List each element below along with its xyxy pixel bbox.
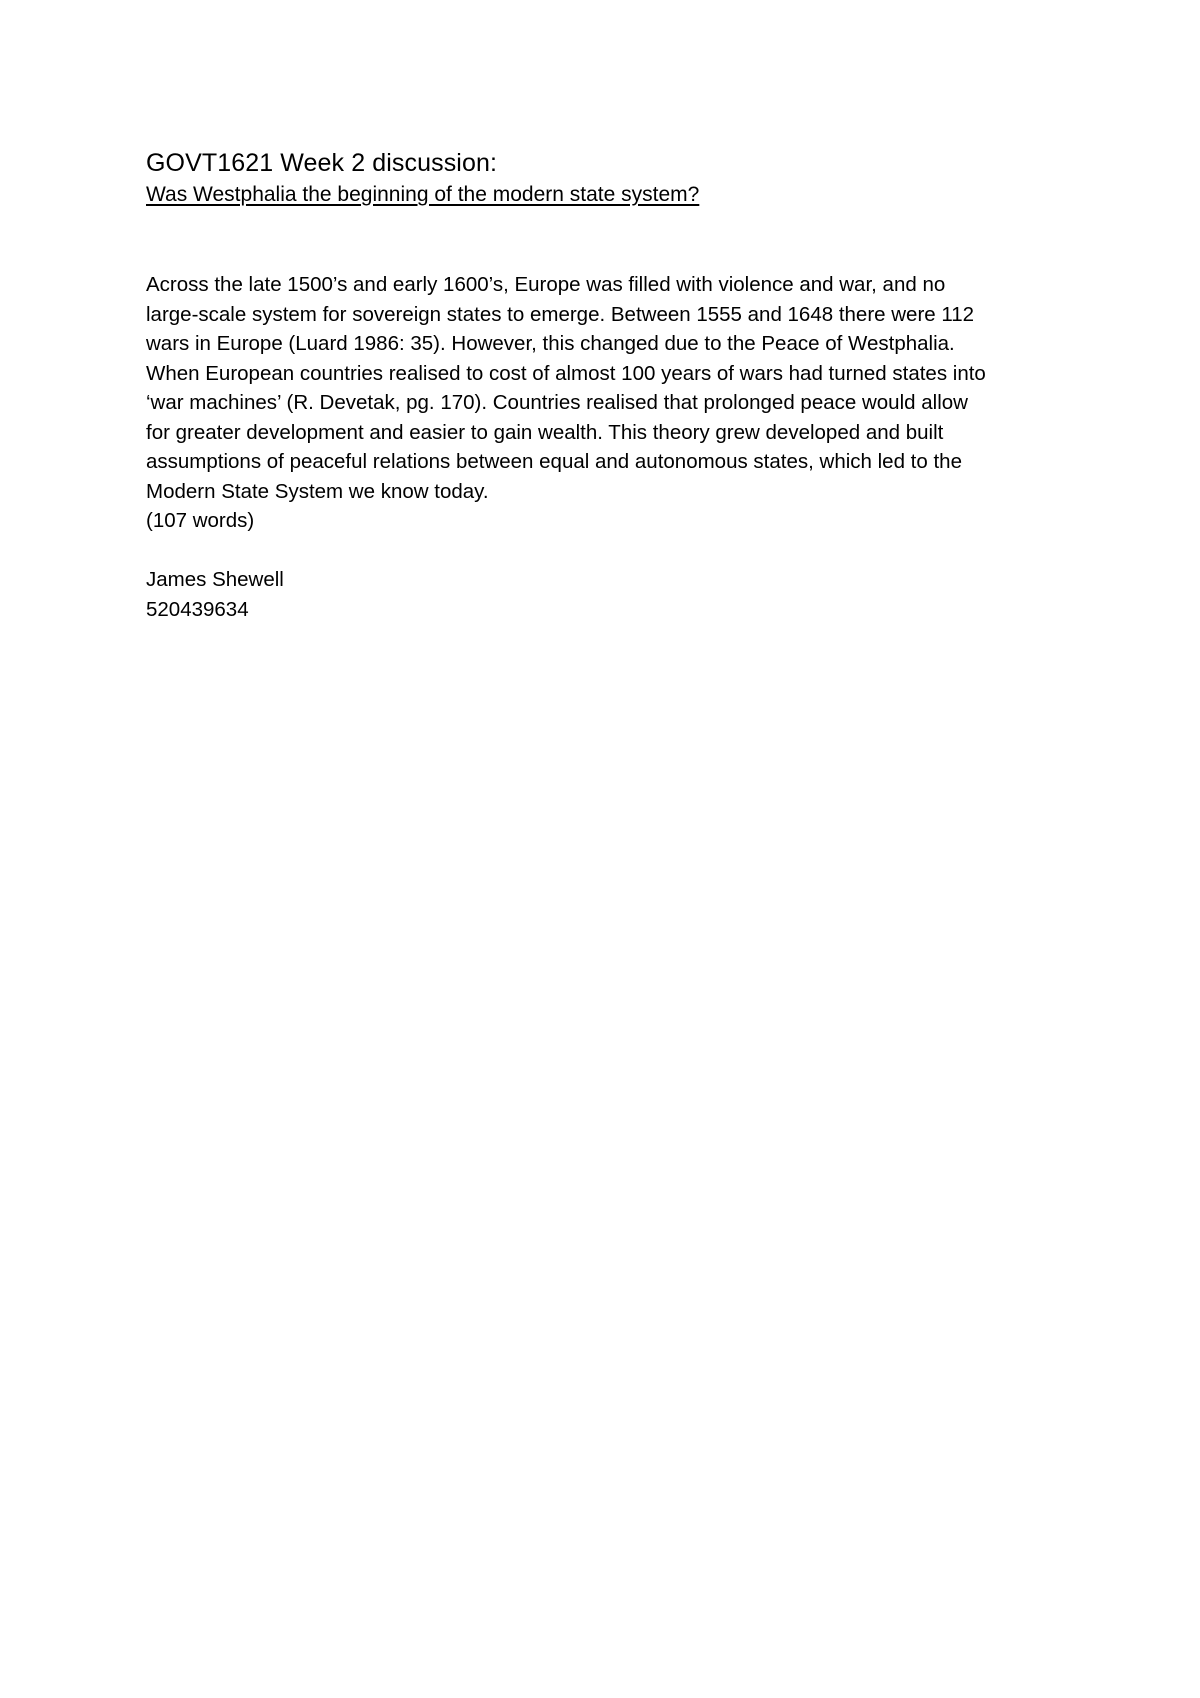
author-block xyxy=(146,565,1076,624)
document-subtitle: Was Westphalia the beginning of the modern state system? xyxy=(146,183,700,206)
document-title: GOVT1621 Week 2 discussion: xyxy=(146,149,498,177)
body-line: Across the late 1500’s and early 1600’s, Europe was filled with violence and war, and no xyxy=(146,273,946,296)
body-line: for greater development and easier to gain wealth. This theory grew developed and built xyxy=(146,420,944,444)
body-paragraph xyxy=(146,270,1076,536)
student-id: 520439634 xyxy=(146,597,249,621)
word-count: (107 words) xyxy=(146,509,255,532)
body-line: wars in Europe (Luard 1986: 35). However, this changed due to the Peace of Westphalia. xyxy=(146,332,955,355)
body-line: ‘war machines’ (R. Devetak, pg. 170). Countries realised that prolonged peace would allow xyxy=(146,391,968,414)
body-line: When European countries realised to cost of almost 100 years of wars had turned states into xyxy=(146,361,986,385)
body-line: assumptions of peaceful relations between equal and autonomous states, which led to the xyxy=(146,450,962,473)
body-line: large-scale system for sovereign states to emerge. Between 1555 and 1648 there were 112 xyxy=(146,302,975,326)
body-line: Modern State System we know today. xyxy=(146,479,489,503)
author-name: James Shewell xyxy=(146,568,284,591)
document-content xyxy=(146,146,1076,624)
